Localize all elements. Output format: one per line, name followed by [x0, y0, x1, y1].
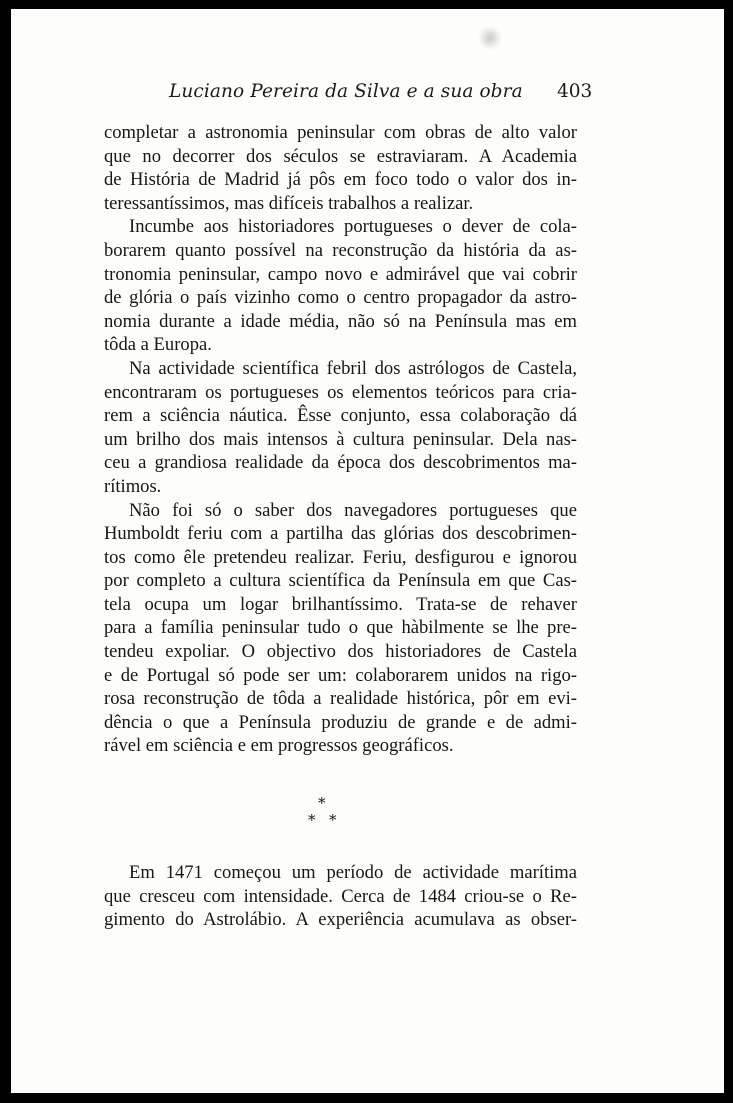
text-line: nomia durante a idade média, não só na Península mas em: [104, 310, 577, 332]
text-line: tronomia peninsular, campo novo e admirável que vai cobrir: [104, 263, 577, 285]
text-line: um brilho dos mais intensos à cultura peninsular. Dela nas-: [104, 428, 577, 450]
text-line: gimento do Astrolábio. A experiência acumulava as obser-: [104, 909, 577, 931]
text-line: teressantíssimos, mas difíceis trabalhos a realizar.: [104, 192, 474, 214]
asterisk-mark: *: [318, 794, 326, 812]
text-line: de História de Madrid já pôs em foco todo o valor dos in-: [104, 169, 577, 191]
text-line: Incumbe aos historiadores portugueses o dever de cola-: [129, 216, 577, 238]
text-line: tendeu expoliar. O objectivo dos historiadores de Castela: [104, 641, 577, 663]
page-number: 403: [557, 81, 593, 102]
text-line: borarem quanto possível na reconstrução da história da as-: [104, 239, 577, 261]
paragraph: [104, 357, 577, 499]
text-line: que cresceu com intensidade. Cerca de 1484 criou-se o Re-: [104, 885, 577, 907]
text-line: por completo a cultura scientífica da Península em que Cas-: [104, 570, 577, 592]
text-line: rem a sciência náutica. Êsse conjunto, essa colaboração dá: [104, 405, 577, 427]
text-line: que no decorrer dos séculos se estraviaram. A Academia: [104, 145, 577, 167]
paragraph: [104, 499, 577, 759]
text-line: para a família peninsular tudo o que hàbilmente se lhe pre-: [104, 617, 577, 639]
text-line: rável em sciência e em progressos geográficos.: [104, 735, 454, 757]
text-line: tela ocupa um logar brilhantíssimo. Trata-se de rehaver: [104, 593, 577, 615]
paragraph: [104, 121, 577, 215]
text-line: de glória o país vizinho como o centro propagador da astro-: [104, 287, 577, 309]
text-line: rítimos.: [104, 475, 162, 497]
text-line: ceu a grandiosa realidade da época dos descobrimentos ma-: [104, 452, 577, 474]
text-line: completar a astronomia peninsular com obras de alto valor: [104, 122, 577, 143]
text-line: dência o que a Península produziu de grande e de admi-: [104, 711, 577, 733]
ink-smudge: [479, 25, 501, 51]
text-line: tos como êle pretendeu realizar. Feriu, desfigurou e ignorou: [104, 546, 577, 568]
text-line: Na actividade scientífica febril dos astrólogos de Castela,: [129, 357, 577, 379]
book-page: [11, 9, 724, 1093]
paragraph: [104, 215, 577, 357]
text-line: encontraram os portugueses os elementos teóricos para cria-: [104, 381, 577, 403]
text-line: rosa reconstrução de tôda a realidade histórica, pôr em evi-: [104, 688, 577, 710]
section-text: [104, 861, 577, 932]
page-header: [11, 81, 724, 111]
text-line: Não foi só o saber dos navegadores portugueses que: [129, 499, 577, 521]
text-line: e de Portugal só pode ser um: colaborarem unidos na rigo-: [104, 664, 577, 686]
running-title: Luciano Pereira da Silva e a sua obra: [169, 81, 523, 102]
text-line: tôda a Europa.: [104, 334, 212, 356]
text-line: Humboldt feriu com a partilha das glórias dos descobrimen-: [104, 523, 577, 545]
asterisk-mark: *: [308, 811, 316, 829]
asterisk-mark: *: [329, 811, 337, 829]
section-break-asterism: [301, 796, 361, 836]
text-line: Em 1471 começou um período de actividade marítima: [129, 862, 577, 883]
body-text: [104, 121, 577, 758]
